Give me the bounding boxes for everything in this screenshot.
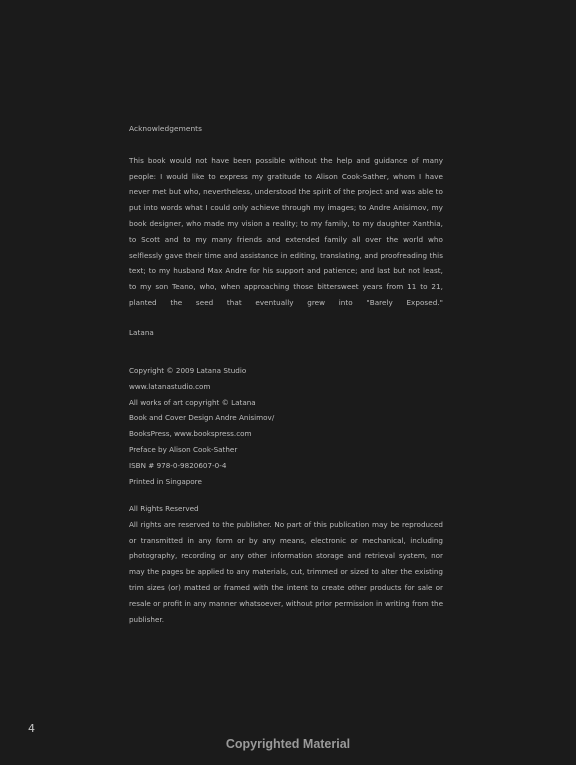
- rights-section: [129, 501, 443, 627]
- acknowledgements-heading: Acknowledgements: [129, 124, 203, 133]
- copyright-line: Copyright © 2009 Latana Studio: [129, 366, 247, 375]
- page-number: 4: [28, 722, 35, 735]
- preface-credit: Preface by Alison Cook-Sather: [129, 444, 238, 454]
- rights-body: All rights are reserved to the publisher. No part of this publication may be reproduced or transmitted in any form or by any means, electronic or mechanical, including photography, recording or any other information storage and retrieval system, nor may the pages be applied to any materials, cut, trimmed or sized to alter the existing trim sizes (or) matted or framed with the intent to create other products for sale or resale or profit in any manner whatsoever, without prior permission in writing from the publisher.: [129, 519, 443, 624]
- art-copyright-line: All works of art copyright © Latana: [129, 397, 256, 407]
- copyrighted-material-watermark: Copyrighted Material: [225, 737, 351, 751]
- publication-info: [129, 363, 443, 489]
- studio-website: www.latanastudio.com: [129, 381, 211, 391]
- design-credit-website: BooksPress, www.bookspress.com: [129, 429, 252, 439]
- rights-title: All Rights Reserved: [129, 504, 199, 513]
- acknowledgements-signature: Latana: [129, 327, 154, 337]
- acknowledgements-section: [129, 121, 443, 341]
- isbn-line: ISBN # 978-0-9820607-0-4: [129, 460, 227, 470]
- design-credit-line: Book and Cover Design Andre Anisimov/: [129, 413, 275, 423]
- printed-in-line: Printed in Singapore: [129, 476, 202, 486]
- acknowledgements-body: This book would not have been possible without the help and guidance of many people: I would like to express my gratitude to Alison Cook-Sather, whom I have never met but who, nevertheless, understood the spirit of the project and was able to put into words what I could only achieve through my images; to Andre Anisimov, my book designer, who made my vision a reality; to my family, to my daughter Xanthia, to Scott and to my many friends and extended family all over the world who selflessly gave their time and assistance in editing, translating, and proofreading this text; to my husband Max Andre for his support and patience; and last but not least, to my son Teano, who, when approaching those bittersweet years from 11 to 21, planted the seed that eventually grew into "Barely Exposed.": [129, 155, 443, 307]
